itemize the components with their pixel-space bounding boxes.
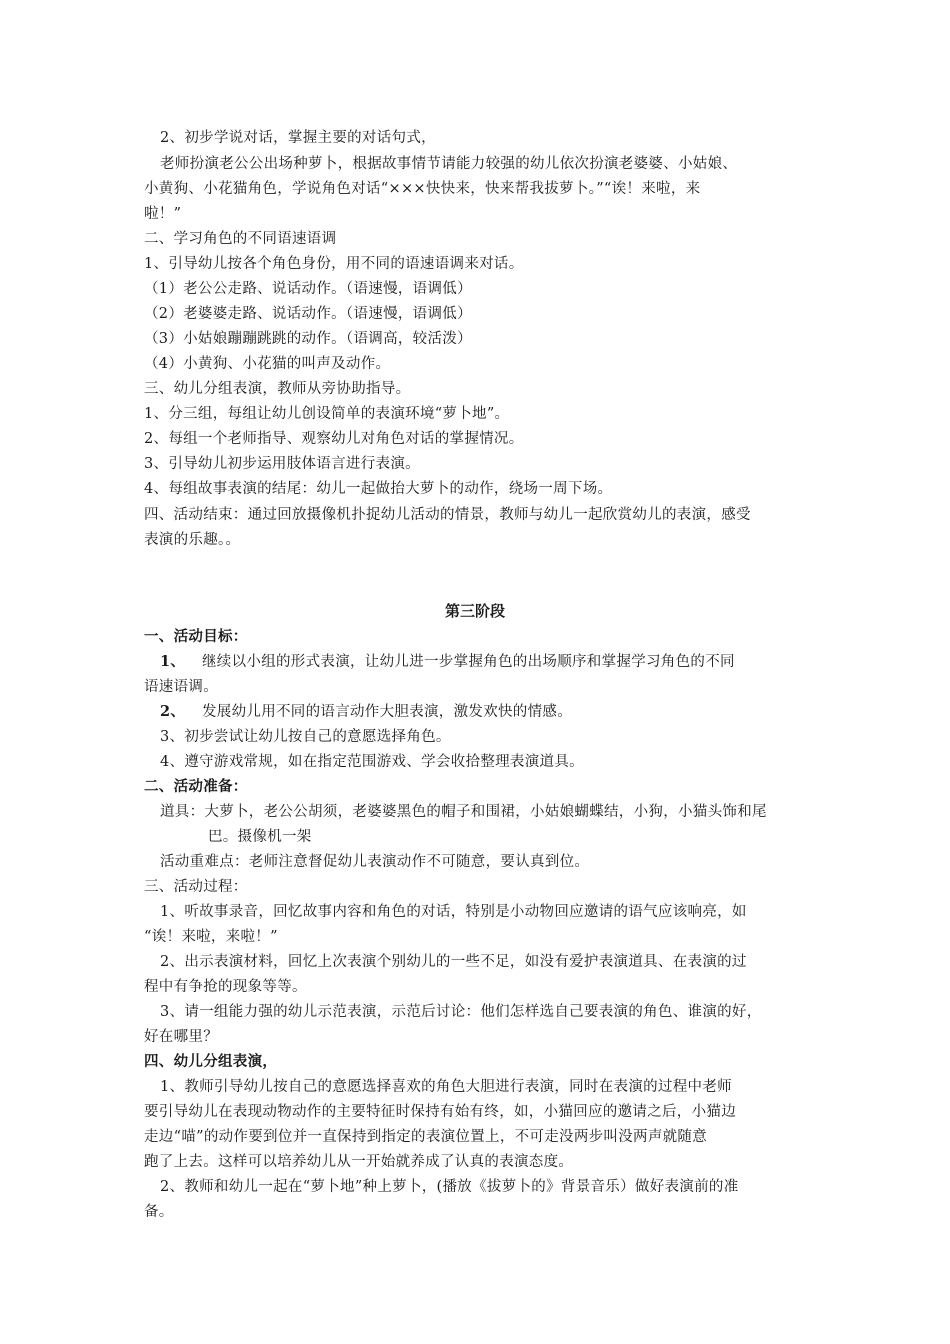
paragraph-line: 活动重难点：老师注意督促幼儿表演动作不可随意，要认真到位。 [160, 854, 590, 870]
paragraph-line: 2、出示表演材料，回忆上次表演个别幼儿的一些不足，如没有爱护表演道具、在表演的过 [160, 954, 747, 970]
paragraph-line: 表演的乐趣。。 [144, 532, 241, 548]
paragraph-line: 备。 [144, 1204, 174, 1220]
list-item: 2、每组一个老师指导、观察幼儿对角色对话的掌握情况。 [144, 431, 524, 447]
paragraph-line: 好在哪里？ [144, 1029, 218, 1045]
paragraph-line: 啦！” [144, 206, 182, 222]
stage-title: 第三阶段 [444, 602, 505, 620]
goal-item: 3、初步尝试让幼儿按自己的意愿选择角色。 [160, 729, 451, 745]
section-heading: 四、幼儿分组表演， [144, 1053, 278, 1070]
paragraph-line: “诶！来啦，来啦！” [144, 929, 278, 945]
paragraph-line: 道具：大萝卜，老公公胡须，老婆婆黑色的帽子和围裙，小姑娘蝴蝶结，小狗，小猫头饰和尾 [160, 804, 767, 820]
list-item: （3）小姑娘蹦蹦跳跳的动作。（语调高，较活泼） [144, 331, 472, 347]
paragraph-line: 3、请一组能力强的幼儿示范表演，示范后讨论：他们怎样选自己要表演的角色、谁演的好， [160, 1004, 762, 1020]
list-item: （2）老婆婆走路、说话动作。（语速慢，语调低） [144, 306, 472, 322]
section-heading: 二、活动准备： [144, 778, 248, 795]
goal-item [160, 649, 735, 675]
paragraph-line: 语速语调。 [144, 679, 218, 695]
goal-number: 2、 [160, 703, 186, 720]
paragraph-line: 1、教师引导幼儿按自己的意愿选择喜欢的角色大胆进行表演，同时在表演的过程中老师 [160, 1079, 732, 1095]
goal-item [160, 699, 572, 725]
section-heading: 三、幼儿分组表演，教师从旁协助指导。 [144, 381, 411, 397]
list-item: 1、引导幼儿按各个角色身份，用不同的语速语调来对话。 [144, 256, 524, 272]
goal-text: 发展幼儿用不同的语言动作大胆表演，激发欢快的情感。 [202, 704, 572, 720]
list-item: （1）老公公走路、说话动作。（语速慢，语调低） [144, 281, 472, 297]
paragraph-line: 小黄狗、小花猫角色，学说角色对话“×××快快来，快来帮我拔萝卜。”“诶！来啦，来 [144, 181, 701, 197]
paragraph-line: 巴。摄像机一架 [208, 829, 312, 845]
paragraph-line: 2、初步学说对话，掌握主要的对话句式， [160, 130, 436, 146]
goal-text: 继续以小组的形式表演，让幼儿进一步掌握角色的出场顺序和掌握学习角色的不同 [202, 654, 735, 670]
section-heading: 三、活动过程： [144, 879, 248, 895]
list-item: （4）小黄狗、小花猫的叫声及动作。 [144, 356, 391, 372]
list-item: 1、分三组，每组让幼儿创设简单的表演环境“萝卜地”。 [144, 406, 510, 422]
paragraph-line: 2、教师和幼儿一起在“萝卜地”种上萝卜，(播放《拔萝卜的》背景音乐）做好表演前的准 [160, 1179, 739, 1195]
paragraph-line: 走边“喵”的动作要到位并一直保持到指定的表演位置上，不可走没两步叫没两声就随意 [144, 1129, 708, 1145]
paragraph-line: 要引导幼儿在表现动物动作的主要特征时保持有始有终，如，小猫回应的邀请之后，小猫边 [144, 1104, 736, 1120]
paragraph-line: 1、听故事录音，回忆故事内容和角色的对话，特别是小动物回应邀请的语气应该响亮，如 [160, 904, 747, 920]
goal-item: 4、遵守游戏常规，如在指定范围游戏、学会收拾整理表演道具。 [160, 754, 584, 770]
goal-number: 1、 [160, 653, 186, 670]
paragraph-line: 老师扮演老公公出场种萝卜，根据故事情节请能力较强的幼儿依次扮演老婆婆、小姑娘、 [160, 156, 738, 172]
paragraph-line: 程中有争抢的现象等等。 [144, 979, 307, 995]
section-heading: 二、学习角色的不同语速语调 [144, 231, 337, 247]
section-heading: 一、活动目标： [144, 628, 248, 645]
paragraph-line: 跑了上去。这样可以培养幼儿从一开始就养成了认真的表演态度。 [144, 1154, 574, 1170]
section-heading: 四、活动结束：通过回放摄像机扑捉幼儿活动的情景，教师与幼儿一起欣赏幼儿的表演，感受 [144, 507, 751, 523]
list-item: 4、每组故事表演的结尾：幼儿一起做抬大萝卜的动作，绕场一周下场。 [144, 481, 613, 497]
list-item: 3、引导幼儿初步运用肢体语言进行表演。 [144, 456, 420, 472]
